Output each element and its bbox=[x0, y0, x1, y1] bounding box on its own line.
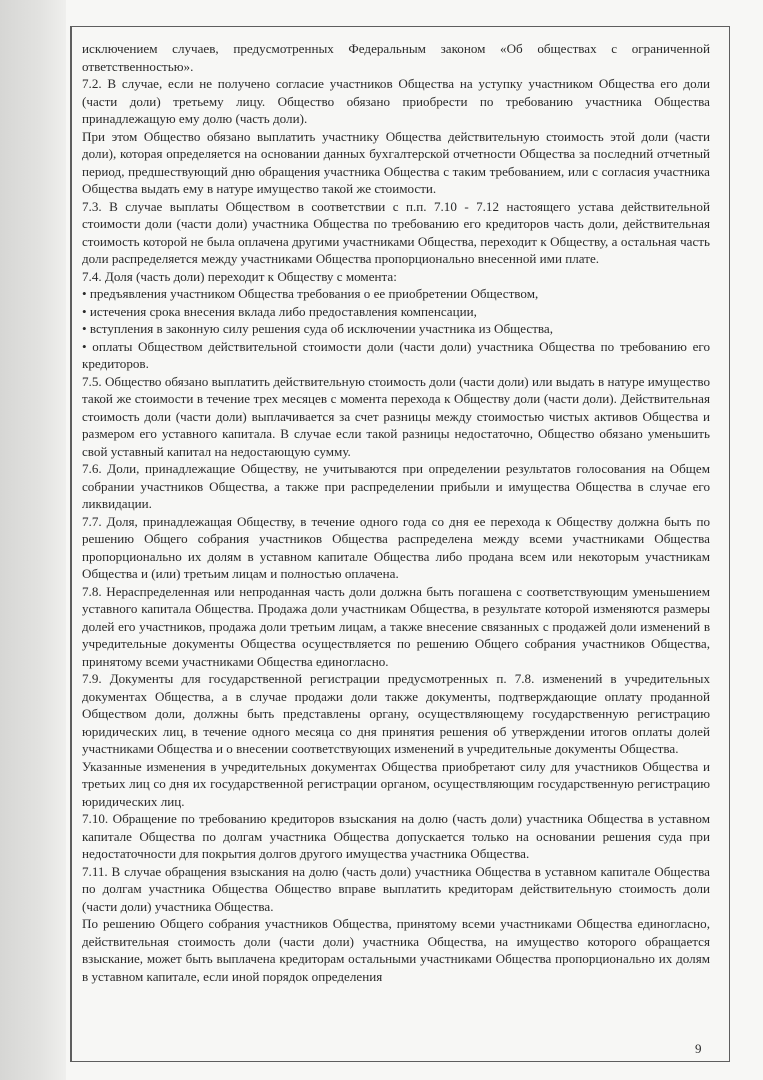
paragraph: 7.2. В случае, если не получено согласие участников Общества на уступку участником Общества его доли (части доли) третьему лицу. Общество обязано приобрести по требованию участника Общества принадлежащую ему долю (часть доли). bbox=[82, 76, 710, 126]
paragraph: При этом Общество обязано выплатить участнику Общества действительную стоимость этой доли (части доли), которая определяется на основании данных бухгалтерской отчетности Общества за последний отчетный период, предшествующий дню обращения участника Общества с таким требованием, или с согласия участника Общества выдать ему в натуре имущество такой же стоимости. bbox=[82, 128, 710, 196]
paragraph: 7.6. Доли, принадлежащие Обществу, не учитываются при определении результатов голосования на Общем собрании участников Общества, а также при распределении прибыли и имущества Общества в случае его ликвидации. bbox=[82, 461, 710, 511]
bullet-item: • предъявления участником Общества требования о ее приобретении Обществом, bbox=[82, 286, 539, 301]
paragraph: Указанные изменения в учредительных документах Общества приобретают силу для участников Общества и третьих лиц со дня их государственной регистрации органом, осуществляющим государственную регистрацию юридических лиц. bbox=[82, 758, 710, 809]
paragraph: исключением случаев, предусмотренных Федеральным законом «Об обществах с ограниченной ответственностью». bbox=[82, 41, 710, 74]
bullet-item: • вступления в законную силу решения суда об исключении участника из Общества, bbox=[82, 321, 554, 336]
document-body bbox=[82, 40, 710, 985]
scan-left-edge bbox=[0, 0, 66, 1080]
paragraph: По решению Общего собрания участников Общества, принятому всеми участниками Общества единогласно, действительная стоимость доли (части доли) участника Общества, на имущество которого обращается взыскание, может быть выплачена кредиторам остальными участниками Общества пропорционально их долям в уставном капитале, если иной порядок определения bbox=[82, 916, 710, 984]
paragraph: 7.9. Документы для государственной регистрации предусмотренных п. 7.8. изменений в учредительных документах Общества, а в случае продажи доли также документы, подтверждающие оплату проданной Обществом доли, должны быть представлены органу, осуществляющему государственную регистрацию юридических лиц, в течение одного месяца со дня принятия решения об утверждении итогов оплаты долей участниками Общества и о внесении соответствующих изменений в учредительные документы Общества. bbox=[82, 671, 710, 756]
paragraph: 7.11. В случае обращения взыскания на долю (часть доли) участника Общества в уставном капитале Общества по долгам участника Общества Общество вправе выплатить кредиторам действительную стоимость доли (части доли) участника Общества. bbox=[82, 863, 710, 914]
bullet-item: • истечения срока внесения вклада либо предоставления компенсации, bbox=[82, 303, 477, 319]
paragraph: 7.5. Общество обязано выплатить действительную стоимость доли (части доли) или выдать в натуре имущество такой же стоимости в течение трех месяцев с момента перехода к Обществу доли (части доли). Действительная стоимость доли (части доли) выплачивается за счет разницы между стоимостью чистых активов Общества и размером его уставного капитала. В случае если такой разницы недостаточно, Общество обязано уменьшить свой уставный капитал на недостающую сумму. bbox=[82, 373, 710, 459]
bullet-item: • оплаты Обществом действительной стоимости доли (части доли) участника Общества по требованию его кредиторов. bbox=[82, 338, 710, 371]
paragraph: 7.10. Обращение по требованию кредиторов взыскания на долю (часть доли) участника Общества в уставном капитале Общества по долгам участника Общества допускается только на основании решения суда при недостаточности для покрытия долгов другого имущества участника Общества. bbox=[82, 811, 710, 861]
paragraph: 7.4. Доля (часть доли) переходит к Обществу с момента: bbox=[82, 268, 397, 284]
paragraph: 7.8. Нераспределенная или непроданная часть доли должна быть погашена с соответствующим уменьшением уставного капитала Общества. Продажа доли участникам Общества, в результате которой изменяются размеры долей его участников, продажа доли третьим лицам, а также внесение связанных с продажей доли изменений в учредительные документы Общества осуществляется по решению Общего собрания участников Общества, принятому всеми участниками Общества единогласно. bbox=[82, 583, 710, 669]
paragraph: 7.7. Доля, принадлежащая Обществу, в течение одного года со дня ее перехода к Обществу должна быть по решению Общего собрания участников Общества распределена между всеми участниками Общества пропорционально их долям в уставном капитале Общества либо продана всем или некоторым участникам Общества и (или) третьим лицам и полностью оплачена. bbox=[82, 513, 710, 581]
paragraph: 7.3. В случае выплаты Обществом в соответствии с п.п. 7.10 - 7.12 настоящего устава действительной стоимости доли (части доли) участника Общества по требованию его кредиторов часть доли, действительная стоимость которой не была оплачена другими участниками Общества, переходит к Обществу, а остальная часть доли распределяется между участниками Общества пропорционально внесенной ими плате. bbox=[82, 198, 710, 266]
page-number: 9 bbox=[695, 1041, 702, 1056]
